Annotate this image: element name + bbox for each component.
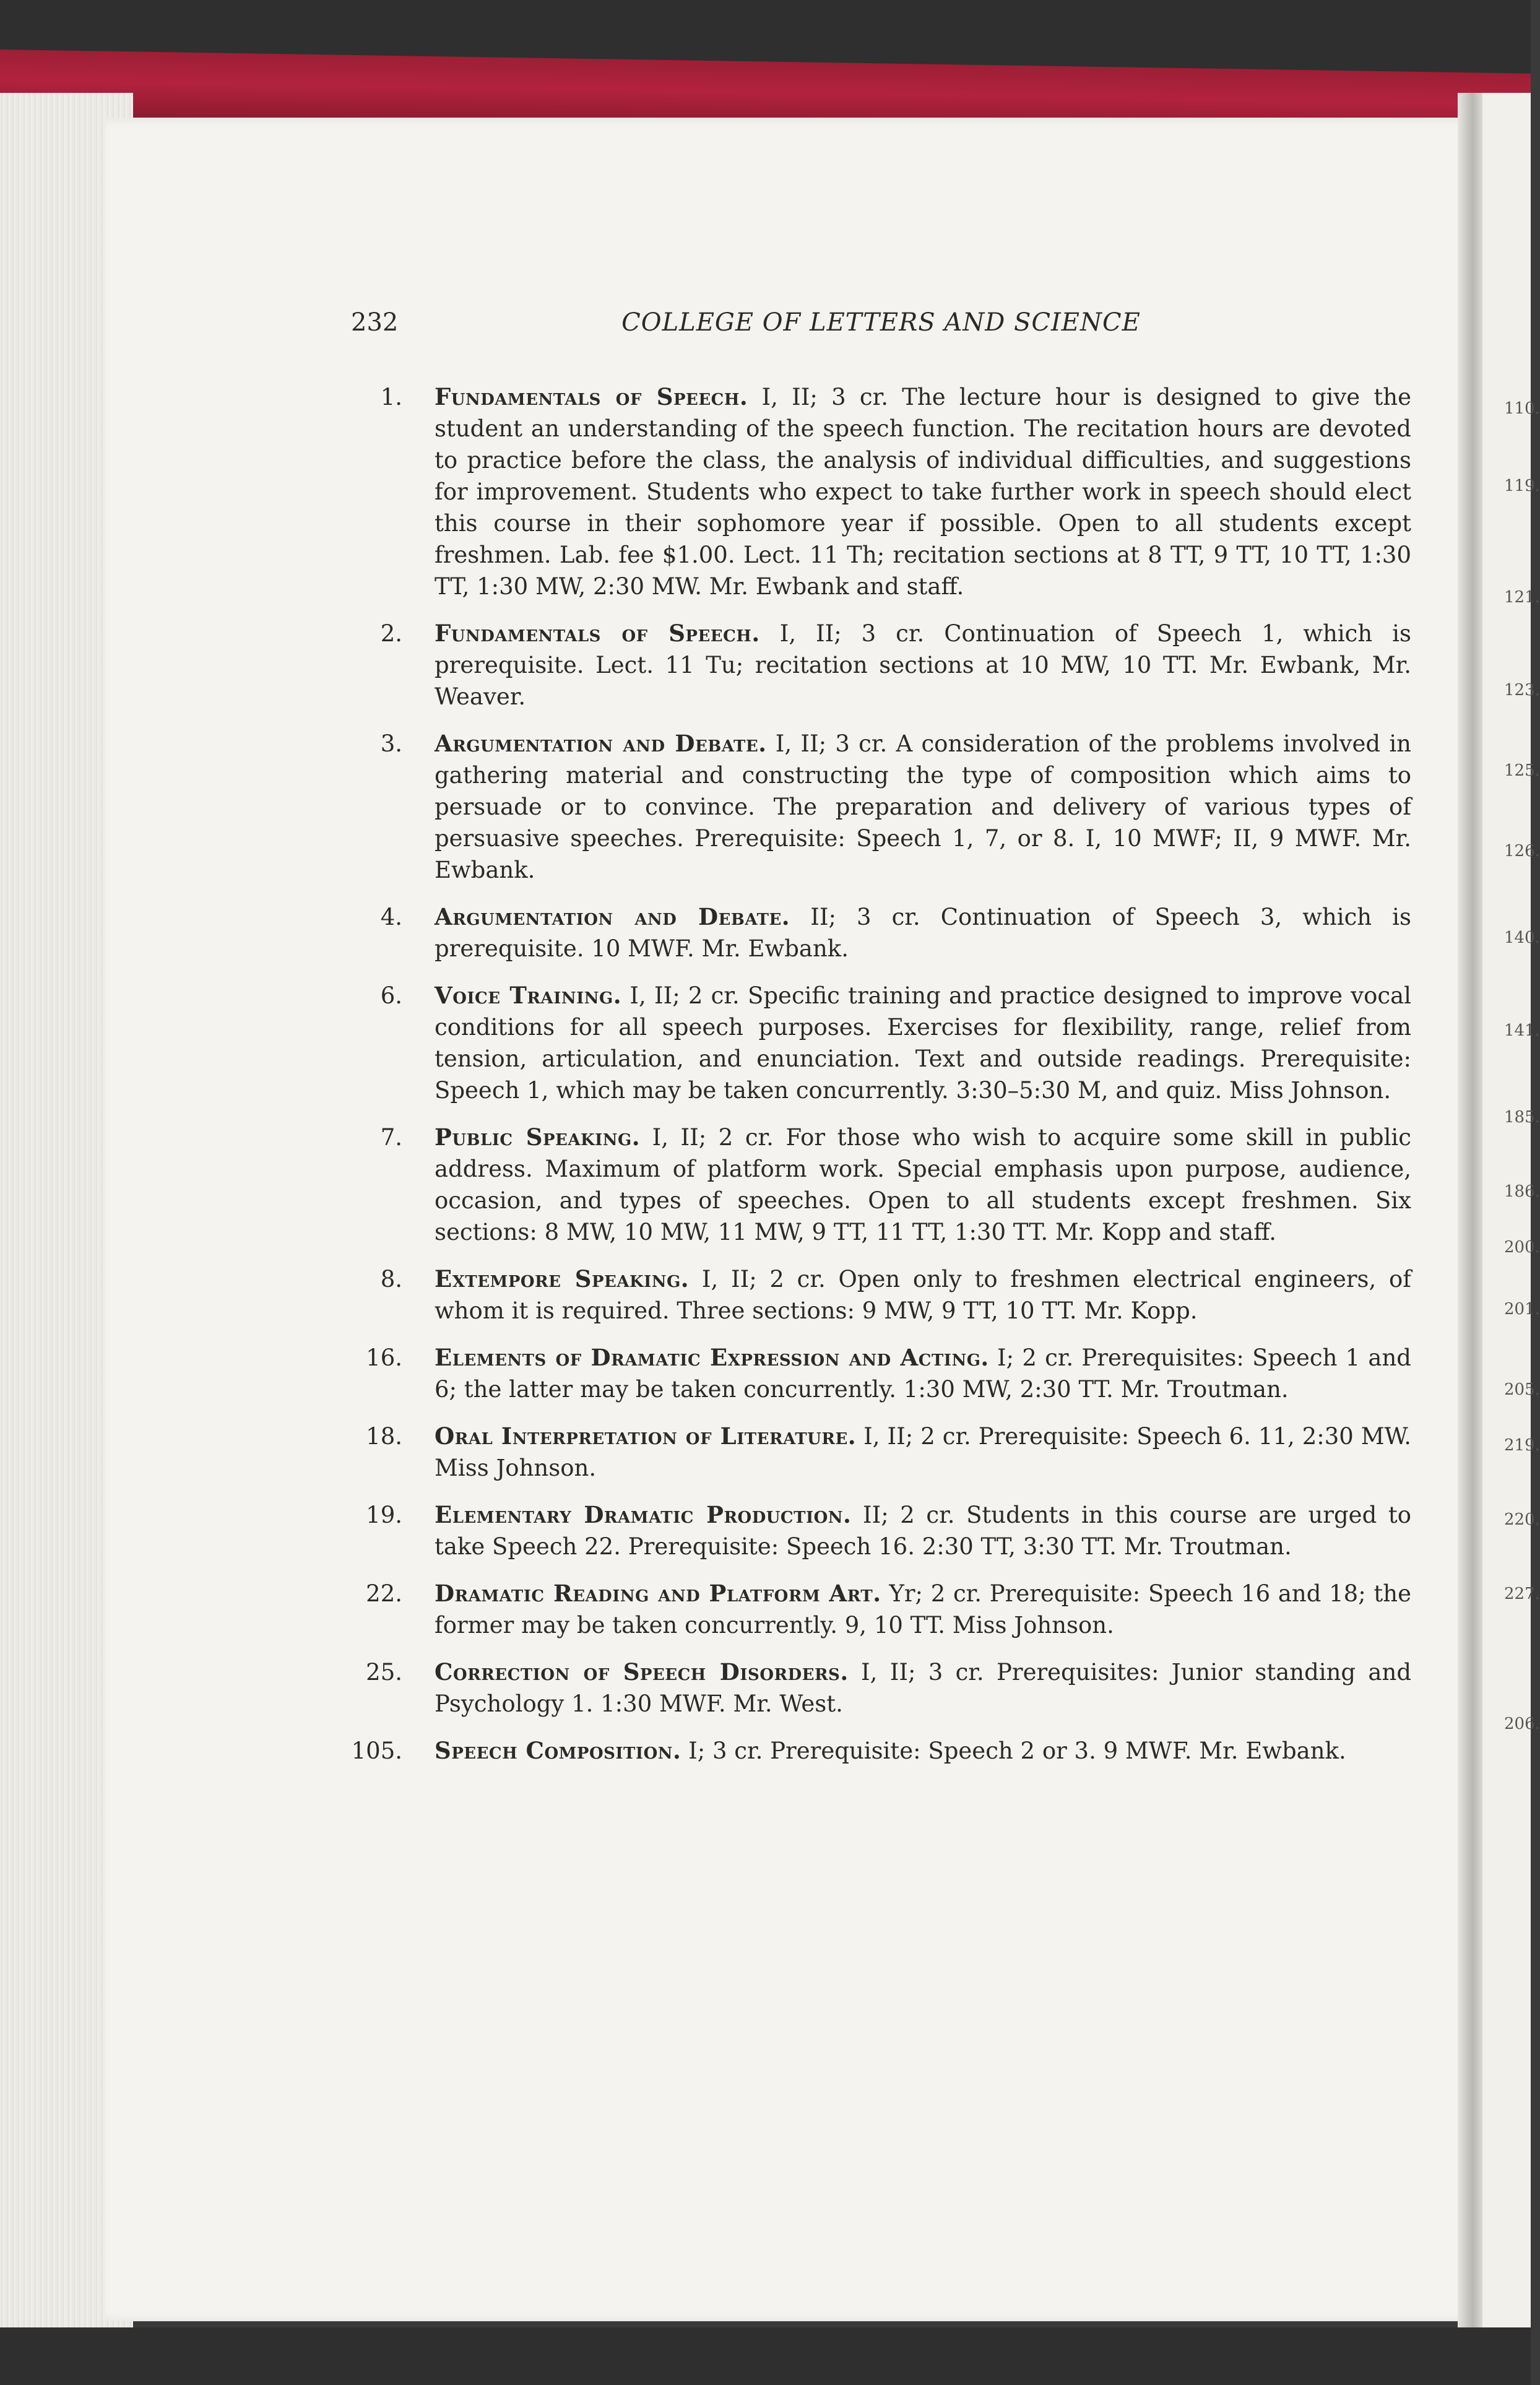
course-list <box>347 381 1411 1782</box>
course-description <box>435 980 1411 1106</box>
course-description <box>435 1421 1411 1484</box>
course-number: 6. <box>380 982 402 1009</box>
course-number: 105. <box>351 1738 402 1764</box>
adjacent-page-number: 219. <box>1504 1436 1540 1455</box>
course-description <box>435 1499 1411 1562</box>
background-bottom <box>0 2327 1531 2385</box>
course-entry <box>347 1421 1411 1484</box>
course-text: I, II; 3 cr. Continuation of Speech 1, which is prerequisite. Lect. 11 Tu; recitation sections at 10 MW, 10 TT. Mr. Ewbank, Mr. Weaver. <box>435 620 1411 710</box>
course-text: I, II; 2 cr. Specific training and practice designed to improve vocal conditions for all speech purposes. Exercises for flexibility, range, relief from tension, articulation, and enunciation. Text and outside readings. Prerequisite: Speech 1, which may be taken concurrently. 3:30–5:30 M, and quiz. Miss Johnson. <box>435 982 1411 1104</box>
course-entry <box>347 1656 1411 1720</box>
course-entry <box>347 1342 1411 1405</box>
course-description <box>435 1342 1411 1405</box>
adjacent-page-number: 140. <box>1504 928 1540 947</box>
course-text: I, II; 2 cr. Prerequisite: Speech 6. 11, 2:30 MW. Miss Johnson. <box>435 1423 1411 1481</box>
adjacent-page-number: 141. <box>1504 1021 1540 1040</box>
adjacent-page-number: 110. <box>1504 399 1540 418</box>
course-description <box>435 1656 1411 1720</box>
course-description <box>435 618 1411 712</box>
course-text: I, II; 3 cr. A consideration of the problems involved in gathering material and constructing the type of composition which aims to persuade or to convince. The preparation and delivery of various types of persuasive speeches. Prerequisite: Speech 1, 7, or 8. I, 10 MWF; II, 9 MWF. Mr. Ewbank. <box>435 730 1411 883</box>
course-number: 1. <box>380 384 402 410</box>
course-description <box>435 1263 1411 1327</box>
course-title: Oral Interpretation of Literature. <box>435 1422 857 1450</box>
course-text: II; 2 cr. Students in this course are urged to take Speech 22. Prerequisite: Speech 16. 2:30 TT, 3:30 TT. Mr. Troutman. <box>435 1502 1411 1560</box>
adjacent-page-edge <box>1482 93 1540 2334</box>
course-title: Argumentation and Debate. <box>435 903 790 930</box>
course-text: I; 3 cr. Prerequisite: Speech 2 or 3. 9 MWF. Mr. Ewbank. <box>688 1738 1346 1764</box>
page-number: 232 <box>351 308 399 337</box>
course-description <box>435 1578 1411 1641</box>
course-title: Voice Training. <box>435 982 622 1009</box>
adjacent-page-number: 220. <box>1504 1510 1540 1529</box>
adjacent-page-number: 200. <box>1504 1238 1540 1257</box>
course-description <box>435 1735 1411 1767</box>
course-title: Elementary Dramatic Production. <box>435 1501 852 1528</box>
course-text: I, II; 3 cr. Prerequisites: Junior standing and Psychology 1. 1:30 MWF. Mr. West. <box>435 1659 1411 1717</box>
course-text: I; 2 cr. Prerequisites: Speech 1 and 6; the latter may be taken concurrently. 1:30 MW, 2:30 TT. Mr. Troutman. <box>435 1344 1411 1403</box>
course-title: Fundamentals of Speech. <box>435 620 760 647</box>
adjacent-page-number: 186. <box>1504 1182 1540 1201</box>
course-text: I, II; 2 cr. For those who wish to acquire some skill in public address. Maximum of platform work. Special emphasis upon purpose, audience, occasion, and types of speeches. Open to all students except freshmen. Six sections: 8 MW, 10 MW, 11 MW, 9 TT, 11 TT, 1:30 TT. Mr. Kopp and staff. <box>435 1124 1411 1245</box>
course-text: I, II; 3 cr. The lecture hour is designed to give the student an understanding of the speech function. The recitation hours are devoted to practice before the class, the analysis of individual difficulties, and suggestions for improvement. Students who expect to take further work in speech should elect this course in their sophomore year if possible. Open to all students except freshmen. Lab. fee $1.00. Lect. 11 Th; recitation sections at 8 TT, 9 TT, 10 TT, 1:30 TT, 1:30 MW, 2:30 MW. Mr. Ewbank and staff. <box>435 384 1411 600</box>
course-text: II; 3 cr. Continuation of Speech 3, which is prerequisite. 10 MWF. Mr. Ewbank. <box>435 904 1411 962</box>
course-title: Correction of Speech Disorders. <box>435 1658 849 1686</box>
course-description <box>435 1122 1411 1248</box>
course-text: Yr; 2 cr. Prerequisite: Speech 16 and 18; the former may be taken concurrently. 9, 10 TT. Miss Johnson. <box>435 1580 1412 1638</box>
adjacent-page-number: 227. <box>1504 1585 1540 1603</box>
course-entry <box>347 1735 1411 1767</box>
course-title: Elements of Dramatic Expression and Acting. <box>435 1344 989 1371</box>
course-entry <box>347 1499 1411 1562</box>
course-entry <box>347 1122 1411 1248</box>
course-number: 8. <box>380 1266 402 1292</box>
adjacent-page-number: 119. <box>1504 477 1540 495</box>
course-title: Public Speaking. <box>435 1123 641 1151</box>
course-number: 25. <box>366 1659 402 1686</box>
course-title: Speech Composition. <box>435 1737 681 1764</box>
adjacent-page-number: 201. <box>1504 1300 1540 1318</box>
adjacent-page-number: 126. <box>1504 842 1540 860</box>
course-description <box>435 901 1411 964</box>
course-number: 22. <box>366 1580 402 1607</box>
page-header <box>351 308 1411 348</box>
adjacent-page-number: 121. <box>1504 588 1540 607</box>
course-number: 18. <box>366 1423 402 1450</box>
course-number: 7. <box>380 1124 402 1151</box>
adjacent-page-number: 205. <box>1504 1380 1540 1399</box>
course-text: I, II; 2 cr. Open only to freshmen electrical engineers, of whom it is required. Three sections: 9 MW, 9 TT, 10 TT. Mr. Kopp. <box>435 1266 1411 1324</box>
course-description <box>435 728 1411 886</box>
course-title: Argumentation and Debate. <box>435 730 767 757</box>
course-number: 4. <box>380 904 402 930</box>
course-entry <box>347 618 1411 712</box>
course-entry <box>347 901 1411 964</box>
course-title: Fundamentals of Speech. <box>435 383 748 410</box>
adjacent-page-number: 125. <box>1504 761 1540 780</box>
running-title: COLLEGE OF LETTERS AND SCIENCE <box>621 308 1141 337</box>
course-entry <box>347 980 1411 1106</box>
spine-shadow <box>1458 93 1482 2334</box>
course-number: 16. <box>366 1344 402 1371</box>
course-entry <box>347 728 1411 886</box>
course-title: Dramatic Reading and Platform Art. <box>435 1580 881 1607</box>
course-number: 2. <box>380 620 402 647</box>
adjacent-page-number: 123. <box>1504 681 1540 699</box>
course-entry <box>347 1263 1411 1327</box>
course-entry <box>347 381 1411 602</box>
course-description <box>435 381 1411 602</box>
course-entry <box>347 1578 1411 1641</box>
course-title: Extempore Speaking. <box>435 1265 690 1292</box>
adjacent-page-number: 206. <box>1504 1715 1540 1733</box>
course-number: 3. <box>380 730 402 757</box>
course-number: 19. <box>366 1502 402 1528</box>
adjacent-page-number: 185. <box>1504 1108 1540 1127</box>
